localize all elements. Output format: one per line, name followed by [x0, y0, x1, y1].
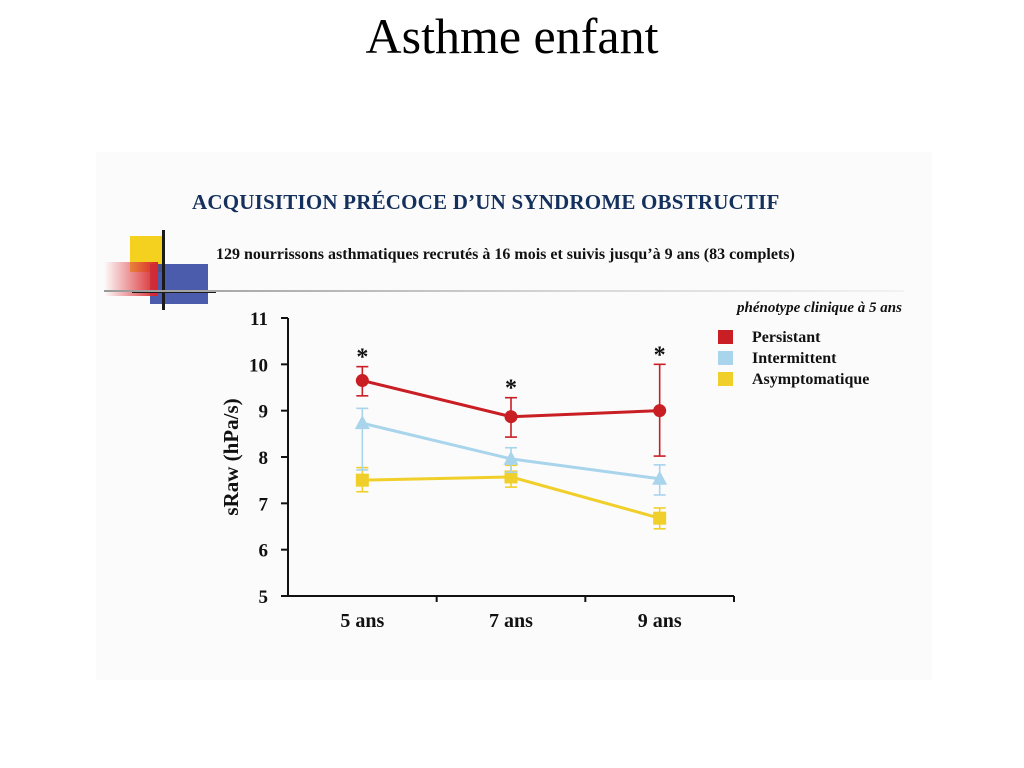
- significance-star: *: [356, 344, 369, 371]
- significance-star: *: [653, 342, 666, 369]
- legend-swatch-intermittent: [718, 351, 733, 365]
- x-tick-label: 7 ans: [489, 610, 533, 632]
- y-tick-label: 7: [258, 494, 268, 516]
- figure-title: ACQUISITION PRÉCOCE D’UN SYNDROME OBSTRUCTIF: [192, 190, 780, 214]
- legend-title: phénotype clinique à 5 ans: [736, 300, 902, 316]
- legend-label: Intermittent: [752, 350, 837, 367]
- data-point: [505, 410, 518, 423]
- y-tick-label: 8: [258, 448, 268, 469]
- y-tick-label: 9: [258, 401, 268, 423]
- y-tick-label: 5: [258, 587, 268, 608]
- legend-label: Asymptomatique: [752, 371, 870, 388]
- y-axis-label: sRaw (hPa/s): [219, 398, 243, 516]
- data-point: [653, 512, 666, 525]
- slide-title: Asthme enfant: [365, 8, 659, 64]
- legend-label: Persistant: [752, 329, 821, 346]
- data-point: [355, 415, 370, 429]
- data-point: [356, 374, 369, 387]
- x-tick-label: 9 ans: [637, 610, 682, 632]
- y-tick-label: 10: [249, 355, 268, 377]
- series-layer: [355, 342, 667, 528]
- x-tick-label: 5 ans: [340, 610, 385, 632]
- y-tick-label: 6: [258, 540, 268, 562]
- data-point: [653, 404, 666, 417]
- data-point: [356, 474, 369, 487]
- legend-swatch-asymptomatique: [718, 372, 733, 386]
- y-tick-label: 11: [250, 309, 268, 330]
- legend: [718, 300, 902, 388]
- legend-swatch-persistant: [718, 330, 733, 344]
- significance-star: *: [505, 375, 517, 402]
- figure-subtitle: 129 nourrissons asthmatiques recrutés à 16 mois et suivis jusqu’à 9 ans (83 complets): [216, 246, 795, 263]
